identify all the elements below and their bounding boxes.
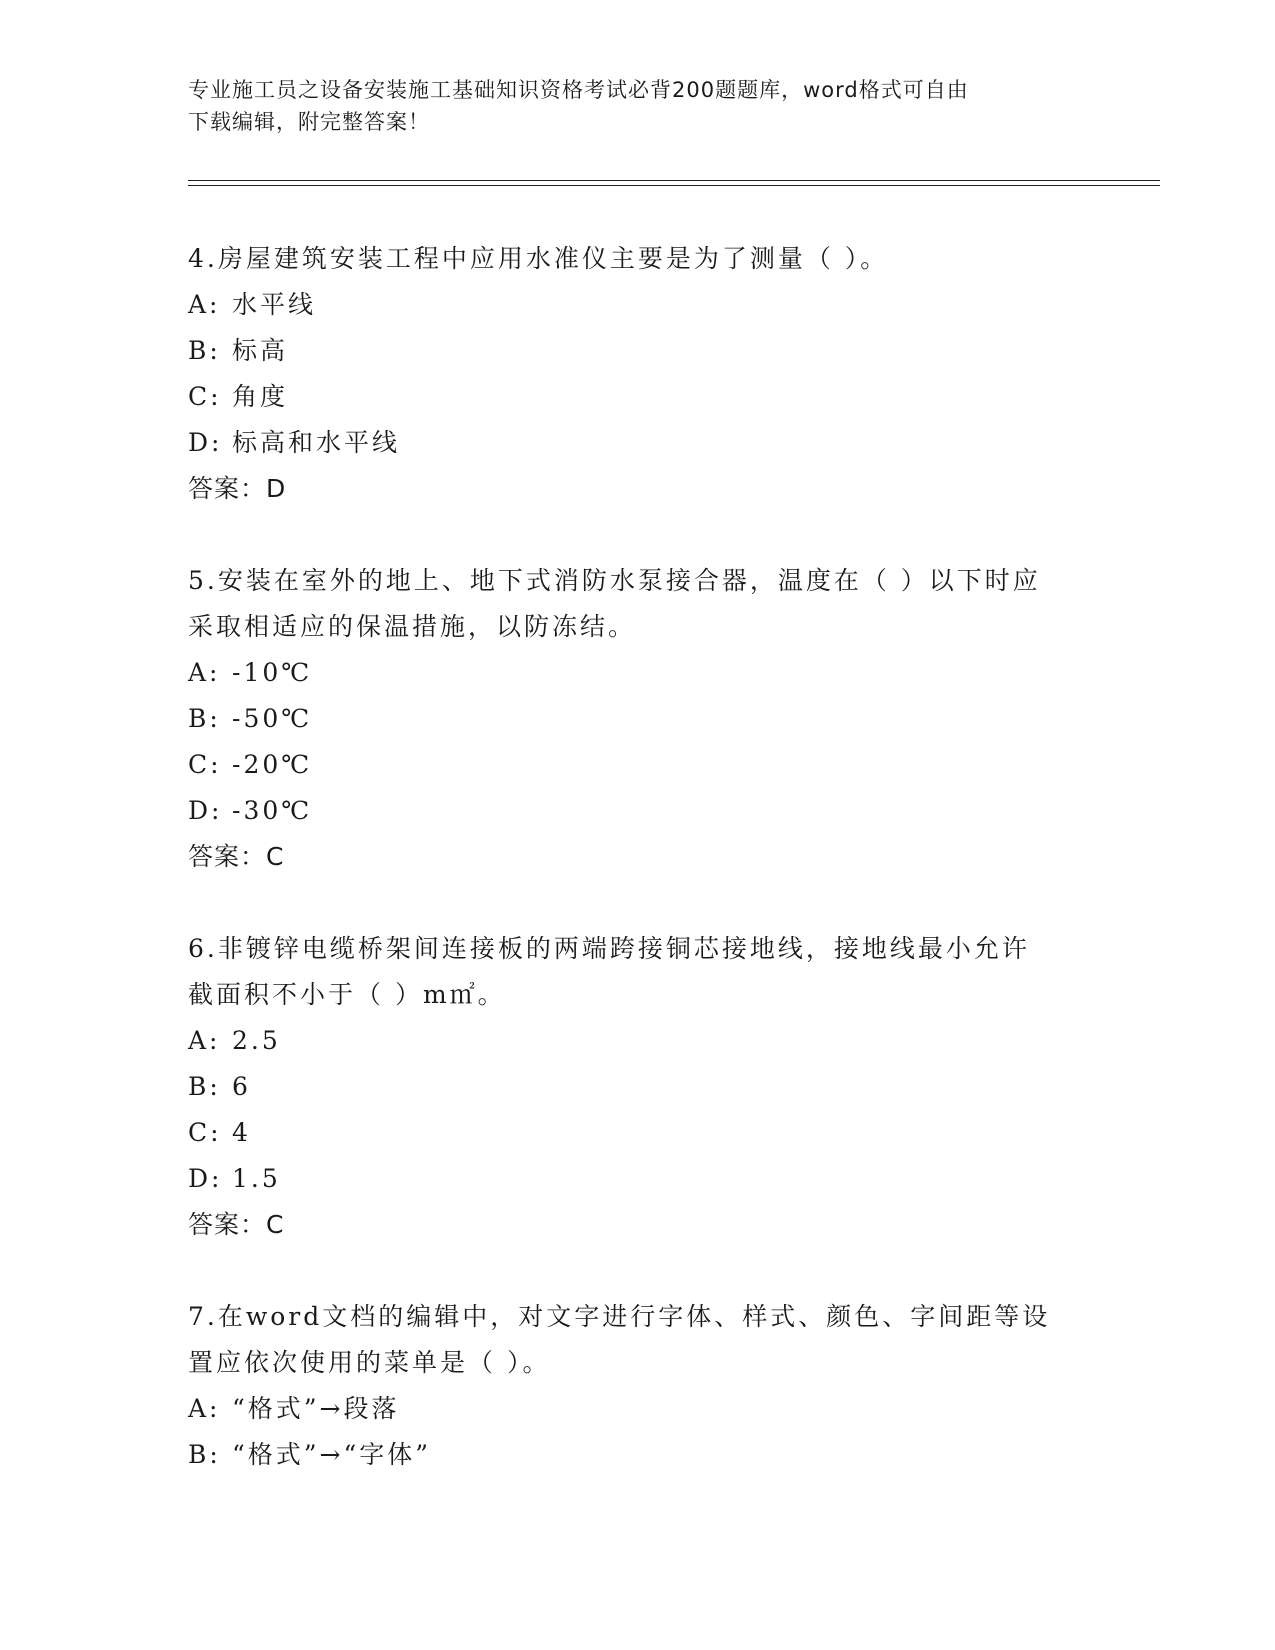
option-letter: A: xyxy=(188,1394,221,1423)
option-text: 4 xyxy=(232,1118,251,1147)
option-letter: B: xyxy=(188,704,221,733)
question-5 xyxy=(188,558,1088,880)
option-text: 标高和水平线 xyxy=(232,428,401,457)
question-spacer xyxy=(188,1248,1088,1294)
option-letter: B: xyxy=(188,1072,221,1101)
option-text: 水平线 xyxy=(232,290,317,319)
question-spacer xyxy=(188,512,1088,558)
document-header xyxy=(188,74,1088,138)
question-7 xyxy=(188,1294,1088,1478)
option-letter: D: xyxy=(188,1164,223,1193)
option-b xyxy=(188,1432,1088,1478)
header-rule-top xyxy=(188,180,1160,181)
option-letter: A: xyxy=(188,290,221,319)
option-b xyxy=(188,328,1088,374)
option-text: 6 xyxy=(232,1072,251,1101)
question-stem-line: 7.在word文档的编辑中，对文字进行字体、样式、颜色、字间距等设 xyxy=(188,1302,1051,1331)
header-rule-bottom xyxy=(188,185,1160,186)
option-c xyxy=(188,1110,1088,1156)
question-4 xyxy=(188,236,1088,512)
option-letter: C: xyxy=(188,1118,222,1147)
option-text: 角度 xyxy=(232,382,289,411)
question-stem-line: 5.安装在室外的地上、地下式消防水泵接合器，温度在（ ）以下时应 xyxy=(188,566,1041,595)
question-spacer xyxy=(188,880,1088,926)
option-text: 标高 xyxy=(232,336,289,365)
header-line-2: 下载编辑，附完整答案！ xyxy=(188,110,430,134)
option-c xyxy=(188,742,1088,788)
option-text: “格式”→段落 xyxy=(232,1394,400,1423)
option-letter: A: xyxy=(188,658,221,687)
question-list xyxy=(188,236,1088,1478)
option-text: “格式”→“字体” xyxy=(232,1440,432,1469)
option-letter: D: xyxy=(188,796,223,825)
option-text: -20℃ xyxy=(232,750,313,779)
answer-line: 答案：C xyxy=(188,842,285,871)
option-a xyxy=(188,650,1088,696)
option-letter: B: xyxy=(188,336,221,365)
header-line-1: 专业施工员之设备安装施工基础知识资格考试必背200题题库，word格式可自由 xyxy=(188,78,969,102)
option-letter: C: xyxy=(188,750,222,779)
option-d xyxy=(188,788,1088,834)
option-b xyxy=(188,696,1088,742)
option-a xyxy=(188,1386,1088,1432)
option-text: -50℃ xyxy=(232,704,313,733)
option-c xyxy=(188,374,1088,420)
option-a xyxy=(188,1018,1088,1064)
option-letter: A: xyxy=(188,1026,221,1055)
question-stem-line: 置应依次使用的菜单是（ ）。 xyxy=(188,1348,551,1377)
answer-line: 答案：D xyxy=(188,474,287,503)
option-d xyxy=(188,1156,1088,1202)
option-text: 1.5 xyxy=(232,1164,281,1193)
question-6 xyxy=(188,926,1088,1248)
answer-line: 答案：C xyxy=(188,1210,285,1239)
question-stem-line: 截面积不小于（ ）m㎡。 xyxy=(188,980,506,1009)
option-letter: C: xyxy=(188,382,222,411)
option-d xyxy=(188,420,1088,466)
option-a xyxy=(188,282,1088,328)
question-stem-line: 采取相适应的保温措施，以防冻结。 xyxy=(188,612,637,641)
option-b xyxy=(188,1064,1088,1110)
option-letter: D: xyxy=(188,428,223,457)
question-stem-line: 6.非镀锌电缆桥架间连接板的两端跨接铜芯接地线，接地线最小允许 xyxy=(188,934,1030,963)
option-letter: B: xyxy=(188,1440,221,1469)
option-text: 2.5 xyxy=(232,1026,281,1055)
option-text: -10℃ xyxy=(232,658,313,687)
option-text: -30℃ xyxy=(232,796,313,825)
question-stem-line: 4.房屋建筑安装工程中应用水准仪主要是为了测量（ ）。 xyxy=(188,244,889,273)
